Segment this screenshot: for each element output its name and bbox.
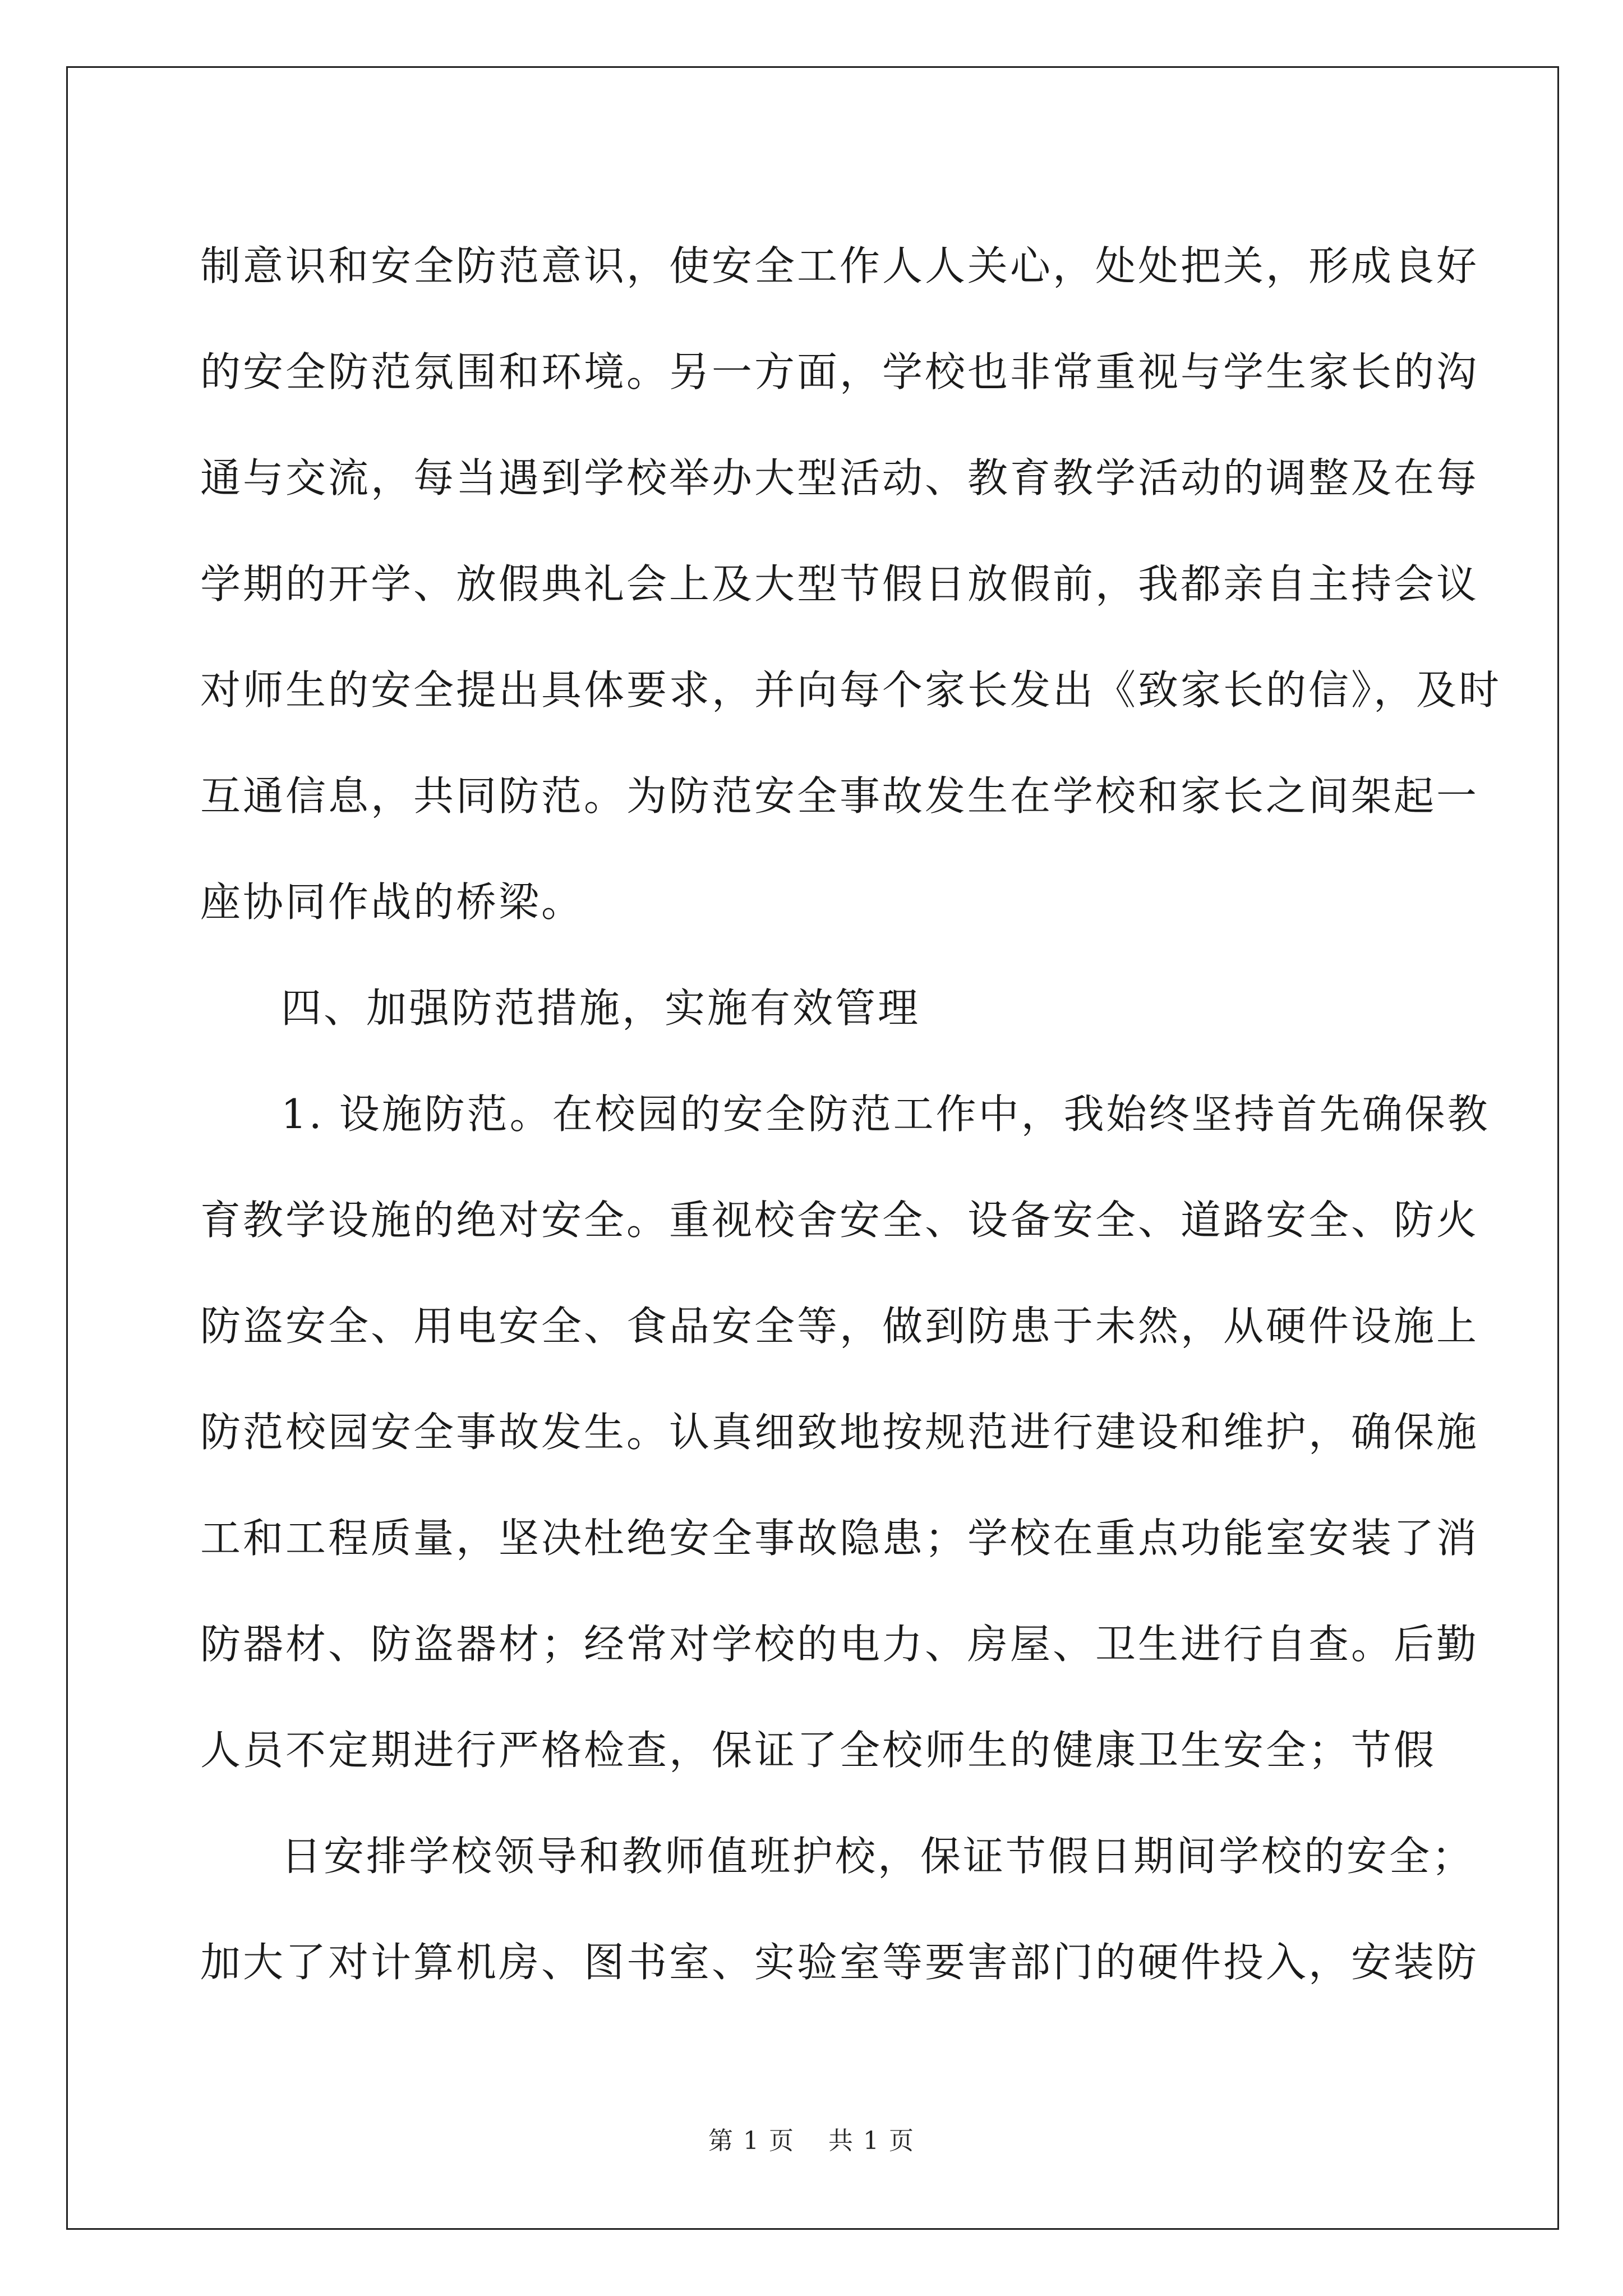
paragraph-line: 座协同作战的桥梁。	[200, 878, 584, 926]
paragraph-line: 制意识和安全防范意识，使安全工作人人关心，处处把关，形成良好	[200, 242, 1479, 289]
paragraph-line: 防盗安全、用电安全、食品安全等，做到防患于未然，从硬件设施上	[200, 1303, 1479, 1350]
page-footer	[0, 2124, 1623, 2158]
page-total: 共 1 页	[828, 2127, 915, 2155]
paragraph-line: 加大了对计算机房、图书室、实验室等要害部门的硬件投入，安装防	[200, 1939, 1479, 1986]
document-body	[200, 213, 1502, 2016]
section-heading: 四、加强防范措施，实施有效管理	[281, 984, 921, 1032]
paragraph-line: 互通信息，共同防范。为防范安全事故发生在学校和家长之间架起一	[200, 772, 1479, 820]
paragraph-line: 的安全防范氛围和环境。另一方面，学校也非常重视与学生家长的沟	[200, 348, 1479, 395]
paragraph-line: 人员不定期进行严格检查，保证了全校师生的健康卫生安全；节假	[200, 1727, 1437, 1774]
paragraph-line: 学期的开学、放假典礼会上及大型节假日放假前，我都亲自主持会议	[200, 560, 1479, 608]
paragraph-line: 工和工程质量，坚决杜绝安全事故隐患；学校在重点功能室安装了消	[200, 1515, 1479, 1562]
paragraph-line: 育教学设施的绝对安全。重视校舍安全、设备安全、道路安全、防火	[200, 1197, 1479, 1244]
paragraph-line: 通与交流，每当遇到学校举办大型活动、教育教学活动的调整及在每	[200, 454, 1479, 501]
paragraph-line: 防器材、防盗器材；经常对学校的电力、房屋、卫生进行自查。后勤	[200, 1621, 1479, 1668]
paragraph-line: 日安排学校领导和教师值班护校，保证节假日期间学校的安全；	[281, 1833, 1475, 1880]
paragraph-line: 1. 设施防范。在校园的安全防范工作中，我始终坚持首先确保教	[281, 1091, 1490, 1138]
page-number: 第 1 页	[708, 2127, 795, 2155]
paragraph-line: 对师生的安全提出具体要求，并向每个家长发出《致家长的信》，及时	[200, 666, 1502, 714]
paragraph-line: 防范校园安全事故发生。认真细致地按规范进行建设和维护，确保施	[200, 1409, 1479, 1456]
